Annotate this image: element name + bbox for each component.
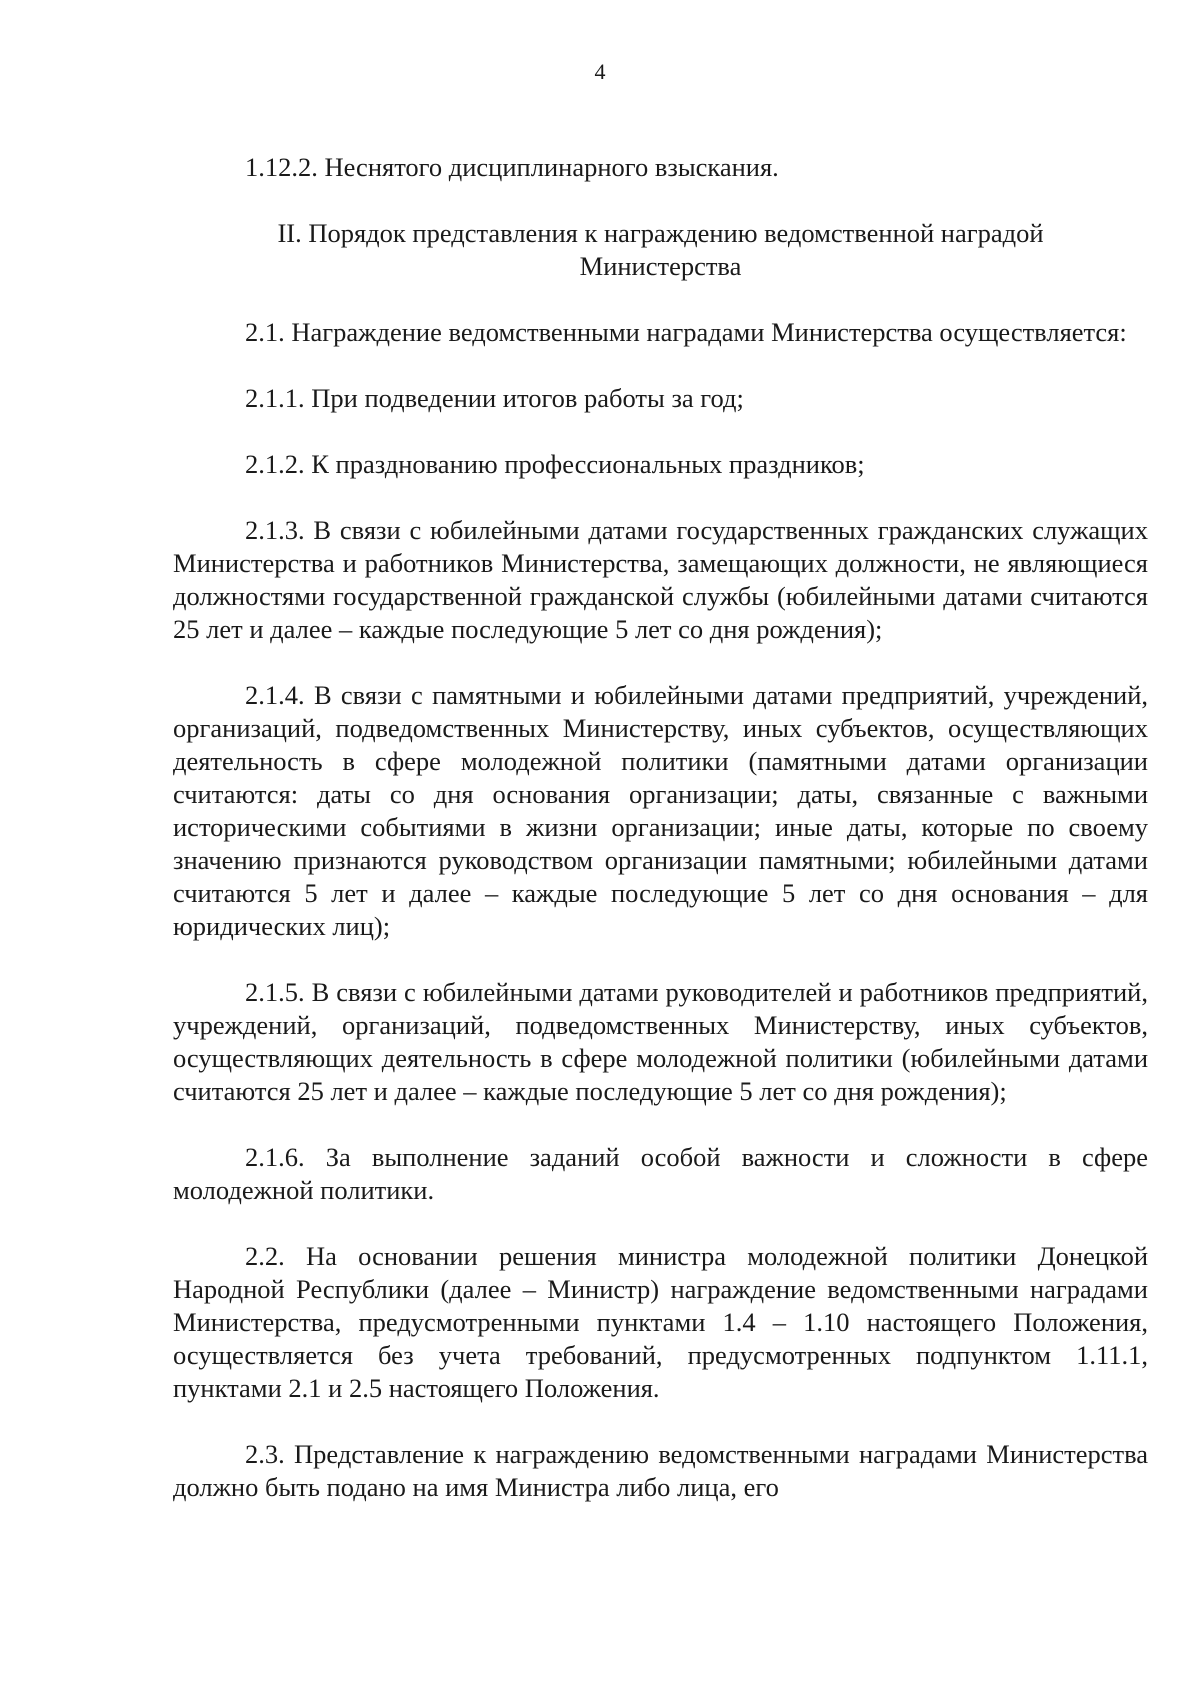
section-heading-line-1: II. Порядок представления к награждению ведомственной наградой (277, 218, 1044, 248)
document-body (173, 151, 1148, 1504)
paragraph-2-3: 2.3. Представление к награждению ведомственными наградами Министерства должно быть подано на имя Министра либо лица, его (173, 1439, 1148, 1502)
paragraph-2-1-5: 2.1.5. В связи с юбилейными датами руководителей и работников предприятий, учреждений, организаций, подведомственных Министерству, иных субъектов, осуществляющих деятельность в сфере молодежной политики (юбилейными датами считаются 25 лет и далее – каждые последующие 5 лет со дня рождения); (173, 977, 1148, 1106)
section-heading-line-2: Министерства (579, 251, 742, 281)
paragraph-2-2: 2.2. На основании решения министра молодежной политики Донецкой Народной Республики (далее – Министр) награждение ведомственными наградами Министерства, предусмотренными пунктами 1.4 – 1.10 настоящего Положения, осуществляется без учета требований, предусмотренных подпунктом 1.11.1, пунктами 2.1 и 2.5 настоящего Положения. (173, 1241, 1148, 1403)
paragraph-2-1-4: 2.1.4. В связи с памятными и юбилейными датами предприятий, учреждений, организаций, подведомственных Министерству, иных субъектов, осуществляющих деятельность в сфере молодежной политики (памятными датами организации считаются: даты со дня основания организации; даты, связанные с важными историческими событиями в жизни организации; иные даты, которые по своему значению признаются руководством организации памятными; юбилейными датами считаются 5 лет и далее – каждые последующие 5 лет со дня основания – для юридических лиц); (173, 680, 1148, 941)
paragraph-2-1-6: 2.1.6. За выполнение заданий особой важности и сложности в сфере молодежной политики. (173, 1142, 1148, 1205)
paragraph-2-1-3: 2.1.3. В связи с юбилейными датами государственных гражданских служащих Министерства и работников Министерства, замещающих должности, не являющиеся должностями государственной гражданской службы (юбилейными датами считаются 25 лет и далее – каждые последующие 5 лет со дня рождения); (173, 515, 1148, 644)
section-heading (173, 217, 1148, 283)
page-number: 4 (594, 59, 606, 84)
paragraph-2-1-2: 2.1.2. К празднованию профессиональных праздников; (245, 449, 865, 479)
paragraph-2-1-1: 2.1.1. При подведении итогов работы за год; (245, 383, 744, 413)
paragraph-1-12-2: 1.12.2. Неснятого дисциплинарного взыскания. (245, 152, 779, 182)
paragraph-2-1: 2.1. Награждение ведомственными наградами Министерства осуществляется: (245, 317, 1127, 347)
